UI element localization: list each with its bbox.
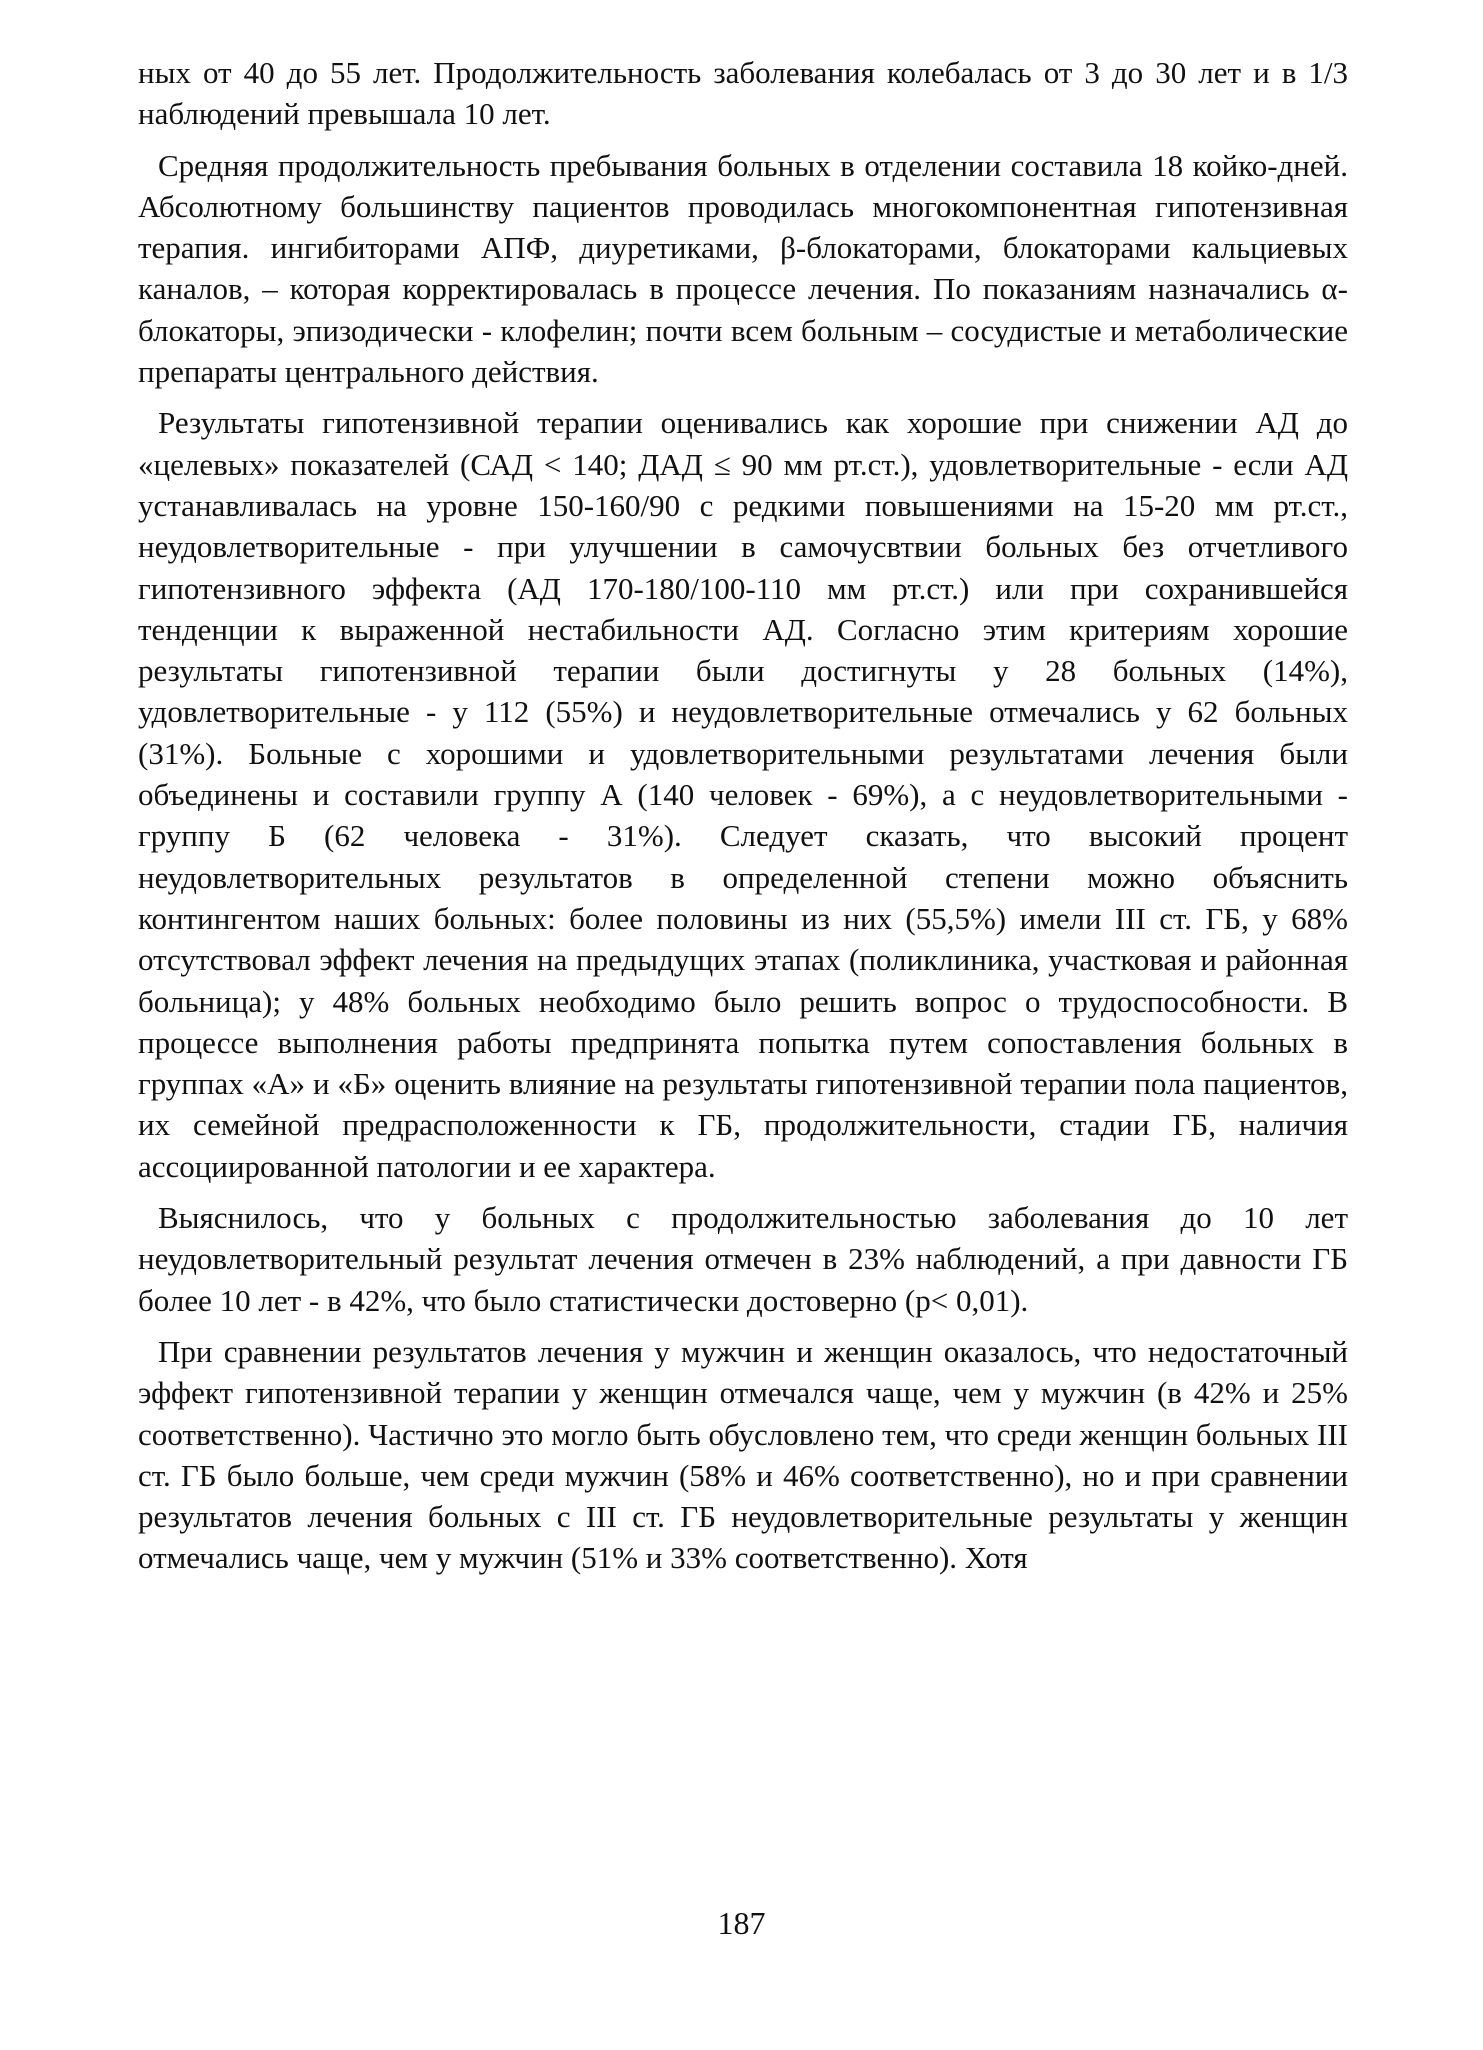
paragraph-5: При сравнении результатов лечения у мужчин и женщин оказалось, что недостаточный эффект гипотензивной терапии у женщин отмечался чаще, чем у мужчин (в 42% и 25% соответственно). Частично это могло быть обусловлено тем, что среди женщин больных III ст. ГБ было больше, чем среди мужчин (58% и 46% соответственно), но и при сравнении результатов лечения больных с III ст. ГБ неудовлетворительные результаты у женщин отмечались чаще, чем у мужчин (51% и 33% соответственно). Хотя (138, 1333, 1348, 1576)
paragraph-2: Средняя продолжительность пребывания больных в отделении составила 18 койко-дней. Абсолютному большинству пациентов проводилась многокомпонентная гипотензивная терапия. ингибиторами АПФ, диуретиками, β-блокаторами, блокаторами кальциевых каналов, – которая корректировалась в процессе лечения. По показаниям назначались α-блокаторы, эпизодически - клофелин; почти всем больным – сосудистые и метаболические препараты центрального действия. (138, 147, 1348, 390)
page-number: 187 (717, 1905, 766, 1941)
paragraph-4: Выяснилось, что у больных с продолжительностью заболевания до 10 лет неудовлетворительный результат лечения отмечен в 23% наблюдений, а при давности ГБ более 10 лет - в 42%, что было статистически достоверно (p< 0,01). (138, 1200, 1348, 1318)
paragraph-1: ных от 40 до 55 лет. Продолжительность заболевания колебалась от 3 до 30 лет и в 1/3 наблюдений превышала 10 лет. (138, 55, 1348, 132)
paragraph-3: Результаты гипотензивной терапии оценивались как хорошие при снижении АД до «целевых» показателей (САД < 140; ДАД ≤ 90 мм рт.ст.), удовлетворительные - если АД устанавливалась на уровне 150-160/90 с редкими повышениями на 15-20 мм рт.ст., неудовлетворительные - при улучшении в самочусвтвии больных без отчетливого гипотензивного эффекта (АД 170-180/100-110 мм рт.ст.) или при сохранившейся тенденции к выраженной нестабильности АД. Согласно этим критериям хорошие результаты гипотензивной терапии были достигнуты у 28 больных (14%), удовлетворительные - у 112 (55%) и неудовлетворительные отмечались у 62 больных (31%). Больные с хорошими и удовлетворительными результатами лечения были объединены и составили группу А (140 человек - 69%), а с неудовлетворительными - группу Б (62 человека - 31%). Следует сказать, что высокий процент неудовлетворительных результатов в определенной степени можно объяснить контингентом наших больных: более половины из них (55,5%) имели III ст. ГБ, у 68% отсутствовал эффект лечения на предыдущих этапах (поликлиника, участковая и районная больница); у 48% больных необходимо было решить вопрос о трудоспособности. В процессе выполнения работы предпринята попытка путем сопоставления больных в группах «А» и «Б» оценить влияние на результаты гипотензивной терапии пола пациентов, их семейной предрасположенности к ГБ, продолжительности, стадии ГБ, наличия ассоциированной патологии и ее характера. (138, 405, 1348, 1184)
body-text (138, 52, 1348, 1589)
